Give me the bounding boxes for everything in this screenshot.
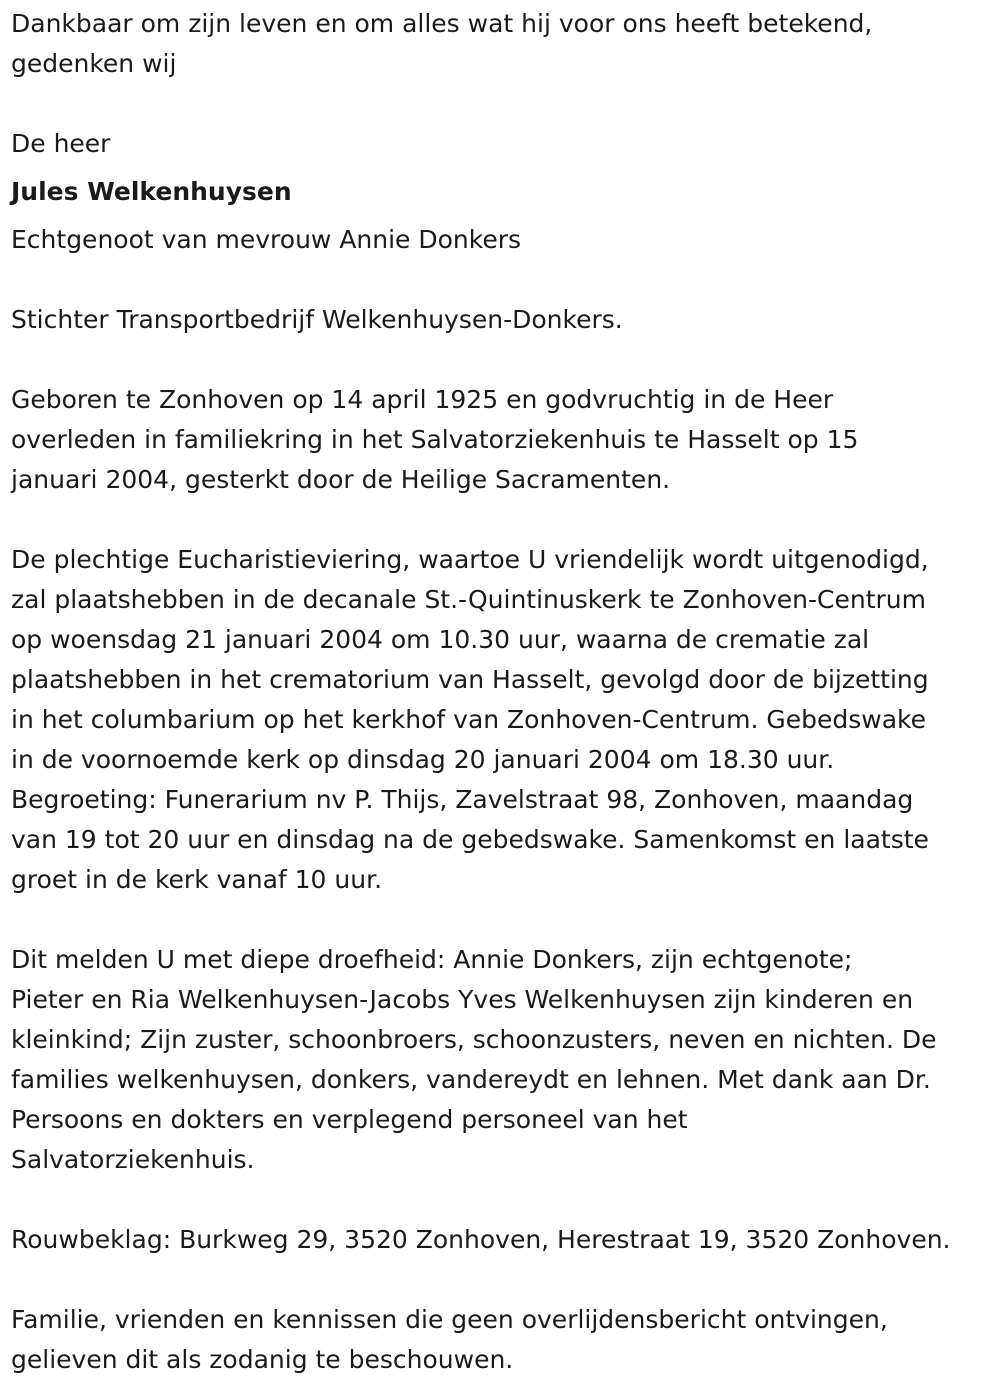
intro-paragraph bbox=[11, 4, 989, 84]
closing-paragraph bbox=[11, 1300, 989, 1380]
announcement-line-2: Pieter en Ria Welkenhuysen-Jacobs Yves Welkenhuysen zijn kinderen en bbox=[11, 985, 914, 1014]
announcement-line-5: Persoons en dokters en verplegend personeel van het bbox=[11, 1105, 688, 1134]
ceremony-line-1: De plechtige Eucharistieviering, waartoe U vriendelijk wordt uitgenodigd, bbox=[11, 545, 929, 574]
birth-death-paragraph bbox=[11, 380, 989, 500]
ceremony-line-5: in het columbarium op het kerkhof van Zonhoven-Centrum. Gebedswake bbox=[11, 705, 926, 734]
deceased-name: Jules Welkenhuysen bbox=[11, 177, 292, 206]
condolences-paragraph bbox=[11, 1220, 989, 1260]
ceremony-line-6: in de voornoemde kerk op dinsdag 20 januari 2004 om 18.30 uur. bbox=[11, 745, 835, 774]
ceremony-line-8: van 19 tot 20 uur en dinsdag na de gebedswake. Samenkomst en laatste bbox=[11, 825, 929, 854]
founder-line: Stichter Transportbedrijf Welkenhuysen-Donkers. bbox=[11, 305, 623, 334]
ceremony-paragraph bbox=[11, 540, 989, 900]
ceremony-line-4: plaatshebben in het crematorium van Hasselt, gevolgd door de bijzetting bbox=[11, 665, 929, 694]
ceremony-line-2: zal plaatshebben in de decanale St.-Quintinuskerk te Zonhoven-Centrum bbox=[11, 585, 926, 614]
birth-death-line-1: Geboren te Zonhoven op 14 april 1925 en godvruchtig in de Heer bbox=[11, 385, 834, 414]
founder-paragraph bbox=[11, 300, 989, 340]
closing-line-1: Familie, vrienden en kennissen die geen overlijdensbericht ontvingen, bbox=[11, 1305, 888, 1334]
spouse-line: Echtgenoot van mevrouw Annie Donkers bbox=[11, 225, 522, 254]
ceremony-line-7: Begroeting: Funerarium nv P. Thijs, Zavelstraat 98, Zonhoven, maandag bbox=[11, 785, 914, 814]
ceremony-line-9: groet in de kerk vanaf 10 uur. bbox=[11, 865, 383, 894]
announcement-paragraph bbox=[11, 940, 989, 1180]
intro-line-2: gedenken wij bbox=[11, 49, 177, 78]
salutation: De heer bbox=[11, 129, 111, 158]
birth-death-line-2: overleden in familiekring in het Salvatorziekenhuis te Hasselt op 15 bbox=[11, 425, 859, 454]
announcement-line-3: kleinkind; Zijn zuster, schoonbroers, schoonzusters, neven en nichten. De bbox=[11, 1025, 937, 1054]
intro-line-1: Dankbaar om zijn leven en om alles wat hij voor ons heeft betekend, bbox=[11, 9, 873, 38]
spouse-paragraph bbox=[11, 220, 989, 260]
announcement-line-1: Dit melden U met diepe droefheid: Annie Donkers, zijn echtgenote; bbox=[11, 945, 853, 974]
closing-line-2: gelieven dit als zodanig te beschouwen. bbox=[11, 1345, 514, 1374]
ceremony-line-3: op woensdag 21 januari 2004 om 10.30 uur, waarna de crematie zal bbox=[11, 625, 870, 654]
condolences-line: Rouwbeklag: Burkweg 29, 3520 Zonhoven, Herestraat 19, 3520 Zonhoven. bbox=[11, 1225, 951, 1254]
birth-death-line-3: januari 2004, gesterkt door de Heilige Sacramenten. bbox=[11, 465, 671, 494]
name-paragraph bbox=[11, 172, 989, 212]
salutation-paragraph bbox=[11, 124, 989, 164]
announcement-line-6: Salvatorziekenhuis. bbox=[11, 1145, 255, 1174]
announcement-line-4: families welkenhuysen, donkers, vandereydt en lehnen. Met dank aan Dr. bbox=[11, 1065, 931, 1094]
